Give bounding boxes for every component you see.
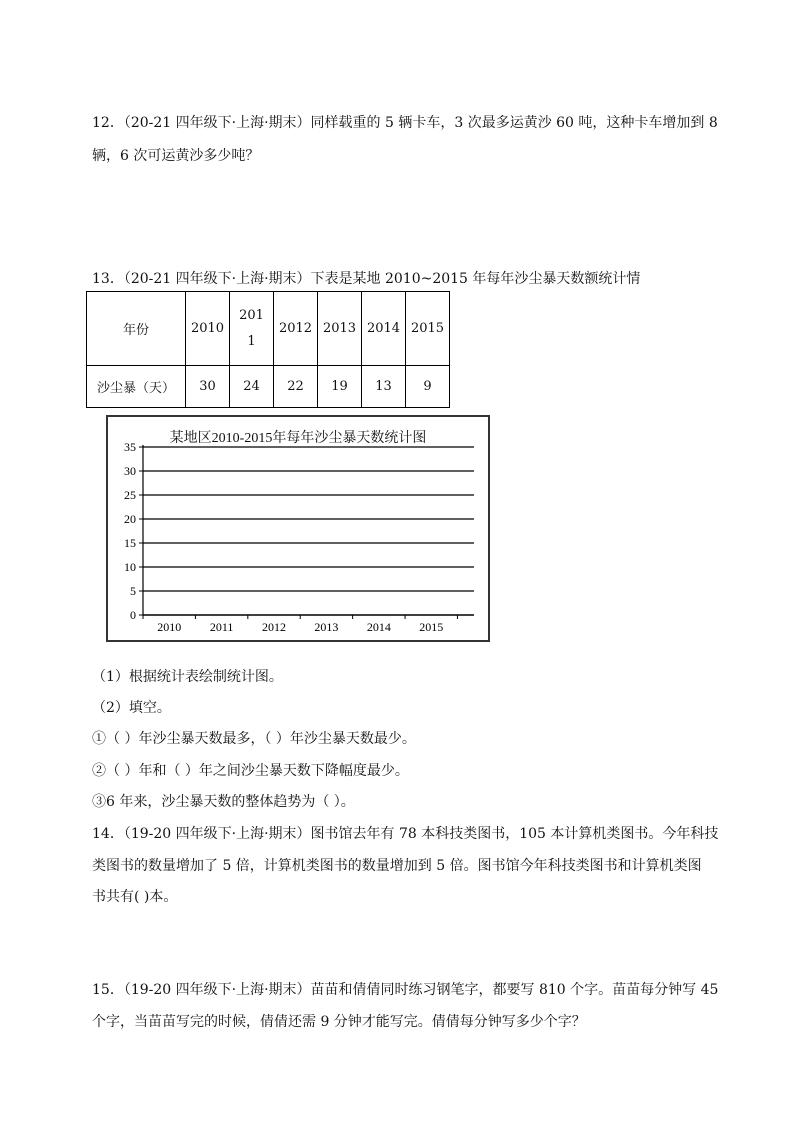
- q14-line-1: 14．（19-20 四年级下·上海·期末）图书馆去年有 78 本科技类图书，105 本计算机类图书。今年科技: [92, 826, 719, 842]
- x-tick-label: 2014: [366, 620, 391, 634]
- q13-sub-2: （2）填空。: [92, 700, 171, 716]
- x-tick-label: 2013: [314, 620, 339, 634]
- table-cell-year: 2010: [186, 292, 230, 366]
- line-chart: [108, 417, 488, 640]
- y-tick-label: 10: [124, 560, 136, 574]
- sandstorm-table: [86, 291, 450, 408]
- table-cell-year: 2012: [274, 292, 318, 366]
- table-row-years: [87, 292, 450, 366]
- q13-fill-1: ①（ ）年沙尘暴天数最多，（ ）年沙尘暴天数最少。: [92, 731, 416, 747]
- table-cell-value: 30: [186, 366, 230, 408]
- x-tick-label: 2011: [209, 620, 234, 634]
- y-tick-label: 30: [124, 464, 136, 478]
- y-tick-label: 35: [124, 440, 136, 454]
- x-tick-label: 2010: [157, 620, 182, 634]
- table-header-year: 年份: [87, 292, 186, 366]
- table-cell-value: 24: [230, 366, 274, 408]
- y-tick-label: 25: [124, 488, 136, 502]
- q13-intro: 13．（20-21 四年级下·上海·期末）下表是某地 2010~2015 年每年沙尘暴天数额统计情: [92, 271, 641, 287]
- table-row-days: [87, 366, 450, 408]
- q13-fill-3: ③6 年来，沙尘暴天数的整体趋势为（ ）。: [92, 794, 355, 810]
- q15-line-1: 15．（19-20 四年级下·上海·期末）苗苗和倩倩同时练习钢笔字，都要写 810 个字。苗苗每分钟写 45: [92, 982, 719, 998]
- q13-fill-2: ②（ ）年和（ ）年之间沙尘暴天数下降幅度最少。: [92, 763, 409, 779]
- table-cell-value: 19: [318, 366, 362, 408]
- table-header-days: 沙尘暴（天）: [87, 366, 186, 408]
- table-cell-year: 2015: [406, 292, 450, 366]
- table-cell-year: 2013: [318, 292, 362, 366]
- q14-line-3: 书共有( )本。: [92, 889, 178, 905]
- q12-line-2: 辆，6 次可运黄沙多少吨？: [92, 148, 260, 164]
- table-cell-value: 22: [274, 366, 318, 408]
- x-tick-label: 2012: [262, 620, 287, 634]
- chart-frame: [106, 415, 490, 642]
- y-tick-label: 15: [124, 536, 136, 550]
- q15-line-2: 个字，当苗苗写完的时候，倩倩还需 9 分钟才能写完。倩倩每分钟写多少个字？: [92, 1014, 586, 1030]
- q12-line-1: 12．（20-21 四年级下·上海·期末）同样载重的 5 辆卡车，3 次最多运黄沙 60 吨，这种卡车增加到 8: [92, 115, 718, 131]
- table-cell-year: 201 1: [230, 292, 274, 366]
- q13-sub-1: （1）根据统计表绘制统计图。: [92, 669, 283, 685]
- table-cell-value: 13: [362, 366, 406, 408]
- table-cell-year: 2014: [362, 292, 406, 366]
- chart-title: 某地区2010-2015年每年沙尘暴天数统计图: [169, 431, 427, 446]
- x-tick-label: 2015: [419, 620, 444, 634]
- y-tick-label: 0: [130, 608, 136, 622]
- table-cell-value: 9: [406, 366, 450, 408]
- y-tick-label: 20: [124, 512, 136, 526]
- y-tick-label: 5: [130, 584, 136, 598]
- q14-line-2: 类图书的数量增加了 5 倍，计算机类图书的数量增加到 5 倍。图书馆今年科技类图书和计算机类图: [92, 858, 702, 874]
